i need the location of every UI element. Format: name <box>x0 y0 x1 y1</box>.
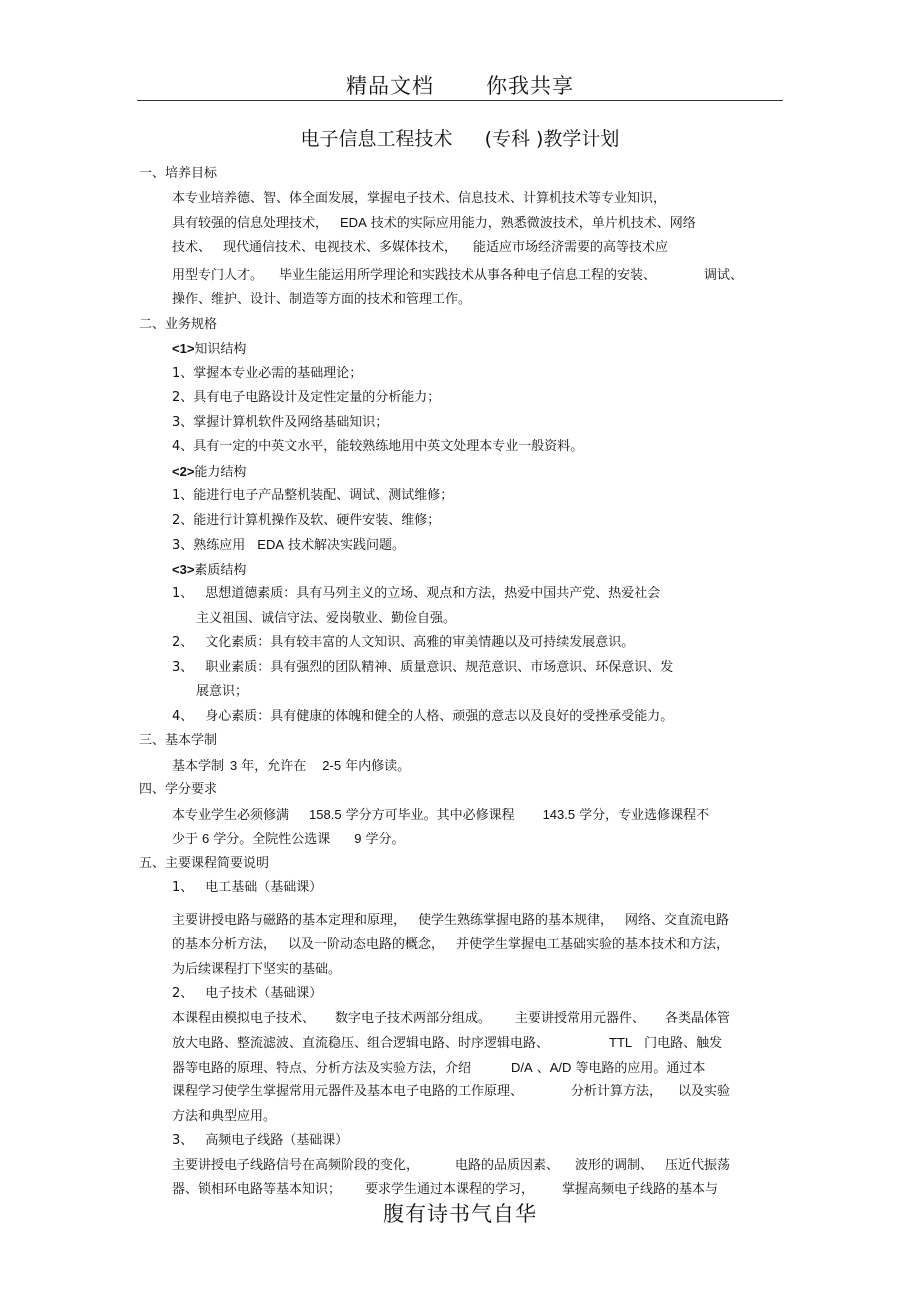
list-item-continuation: 展意识； <box>196 684 249 699</box>
section-heading-1: 一、培养目标 <box>139 166 218 181</box>
list-item: 1、掌握本专业必需的基础理论； <box>172 365 363 381</box>
list-item: 3、掌握计算机软件及网络基础知识； <box>172 414 389 430</box>
paragraph-line: 用型专门人才。 毕业生能运用所学理论和实践技术从事各种电子信息工程的安装、 调试、 <box>172 267 744 283</box>
paragraph-line: 主要讲授电路与磁路的基本定理和原理， 使学生熟练掌握电路的基本规律， 网络、交直流电路 <box>172 912 730 928</box>
paragraph-line: 的基本分析方法， 以及一阶动态电路的概念， 并使学生掌握电工基础实验的基本技术和方法， <box>172 937 730 952</box>
paragraph-line: 器、锁相环电路等基本知识； 要求学生通过本课程的学习， 掌握高频电子线路的基本与 <box>172 1182 719 1197</box>
paragraph-line: 少于 6 学分。全院性公选课 9 学分。 <box>172 831 405 847</box>
title-paren: (专科 )教学计划 <box>484 128 620 150</box>
list-item-continuation: 主义祖国、诚信守法、爱岗敬业、勤俭自强。 <box>196 610 457 626</box>
subheading-quality: <3>素质结构 <box>172 561 247 578</box>
header-left-text: 精品文档 <box>346 74 434 98</box>
header-divider <box>137 100 783 101</box>
paragraph-line: 为后续课程打下坚实的基础。 <box>172 961 342 977</box>
paragraph-line: 本专业学生必须修满 158.5 学分方可毕业。其中必修课程 143.5 学分，专业选修课程不 <box>172 806 710 823</box>
section-heading-5: 五、主要课程简要说明 <box>139 855 270 871</box>
document-title <box>0 124 920 151</box>
list-item: 2、具有电子电路设计及定性定量的分析能力； <box>172 390 441 405</box>
paragraph-line: 本课程由模拟电子技术、 数字电子技术两部分组成。 主要讲授常用元器件、 各类晶体管 <box>172 1010 731 1026</box>
paragraph-line: 技术、 现代通信技术、电视技术、多媒体技术， 能适应市场经济需要的高等技术应 <box>172 239 669 255</box>
subheading-ability: <2>能力结构 <box>172 463 247 480</box>
list-item: 3、 职业素质：具有强烈的团队精神、质量意识、规范意识、市场意识、环保意识、发 <box>172 659 674 675</box>
paragraph-line: 放大电路、整流滤波、直流稳压、组合逻辑电路、时序逻辑电路、 TTL 门电路、触发 <box>172 1035 723 1051</box>
list-item: 4、 身心素质：具有健康的体魄和健全的人格、顽强的意志以及良好的受挫承受能力。 <box>172 708 674 724</box>
course-title: 1、 电工基础（基础课） <box>172 880 323 895</box>
section-heading-2: 二、业务规格 <box>139 316 218 332</box>
list-item: 2、 文化素质：具有较丰富的人文知识、高雅的审美情趣以及可持续发展意识。 <box>172 635 635 650</box>
document-body <box>139 162 784 1203</box>
page-header <box>0 70 920 100</box>
paragraph-line: 本专业培养德、智、体全面发展，掌握电子技术、信息技术、计算机技术等专业知识， <box>172 190 667 206</box>
title-main: 电子信息工程技术 <box>300 128 453 150</box>
course-title: 3、 高频电子线路（基础课） <box>172 1133 349 1148</box>
page-footer: 腹有诗书气自华 <box>383 1202 537 1226</box>
section-heading-3: 三、基本学制 <box>139 733 218 748</box>
list-item: 3、熟练应用 EDA 技术解决实践问题。 <box>172 537 406 553</box>
list-item: 2、能进行计算机操作及软、硬件安装、维修； <box>172 512 441 528</box>
paragraph-line: 基本学制 3 年，允许在 2-5 年内修读。 <box>172 757 411 774</box>
paragraph-line: 操作、维护、设计、制造等方面的技术和管理工作。 <box>172 292 472 307</box>
list-item: 1、能进行电子产品整机装配、调试、测试维修； <box>172 488 454 503</box>
list-item: 1、 思想道德素质：具有马列主义的立场、观点和方法，热爱中国共产党、热爱社会 <box>172 586 661 601</box>
paragraph-line: 主要讲授电子线路信号在高频阶段的变化， 电路的品质因素、 波形的调制、 压近代振荡 <box>172 1157 731 1173</box>
list-item: 4、具有一定的中英文水平，能较熟练地用中英文处理本专业一般资料。 <box>172 439 584 454</box>
course-title: 2、 电子技术（基础课） <box>172 986 323 1001</box>
section-heading-4: 四、学分要求 <box>139 782 218 797</box>
paragraph-line: 课程学习使学生掌握常用元器件及基本电子电路的工作原理、 分析计算方法， 以及实验 <box>172 1084 731 1099</box>
paragraph-line: 方法和典型应用。 <box>172 1108 277 1124</box>
subheading-knowledge: <1>知识结构 <box>172 341 247 357</box>
paragraph-line: 具有较强的信息处理技术， EDA 技术的实际应用能力，熟悉微波技术，单片机技术、网络 <box>172 215 696 231</box>
header-right-text: 你我共享 <box>486 74 574 98</box>
paragraph-line: 器等电路的原理、特点、分析方法及实验方法，介绍 D/A 、A/D 等电路的应用。通过本 <box>172 1059 706 1076</box>
